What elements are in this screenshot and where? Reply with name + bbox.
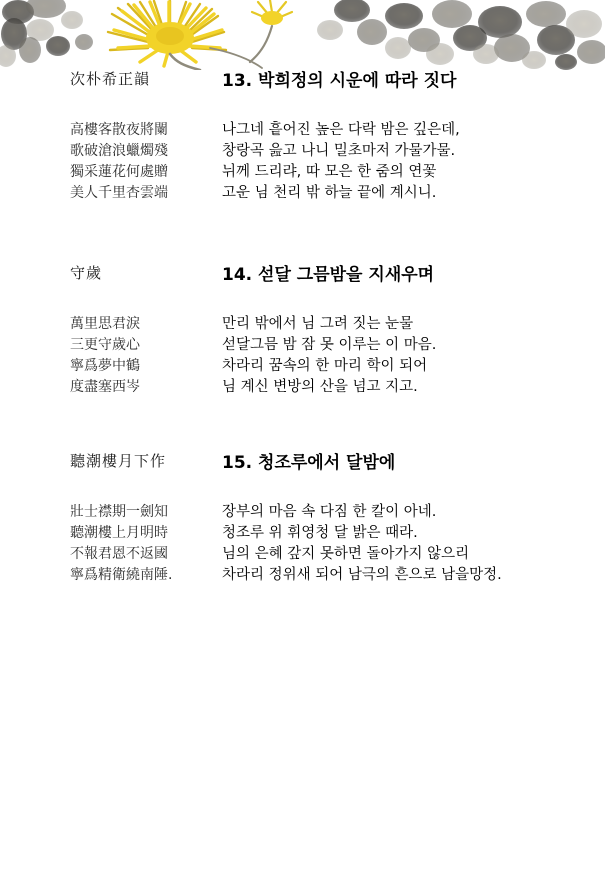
poem-15-hanja-line-2: 聽潮樓上月明時 — [70, 525, 168, 541]
poem-14-hanja-line-3: 寧爲夢中鶴 — [70, 358, 140, 374]
poem-15-hanja-body — [70, 502, 172, 586]
poem-13-korean-line-2: 창랑곡 읊고 나니 밀초마저 가물가물. — [222, 143, 456, 159]
poem-14-korean-line-3: 차라리 꿈속의 한 마리 학이 되어 — [222, 358, 428, 374]
poem-15-korean-line-1: 장부의 마음 속 다짐 한 칼이 아네. — [222, 504, 437, 520]
poem-14-korean-body — [222, 314, 436, 398]
poem-15-korean-line-2: 청조루 위 휘영청 달 밝은 때라. — [222, 525, 418, 541]
poem-13-korean-line-3: 뉘께 드리랴, 따 모은 한 줌의 연꽃 — [222, 164, 437, 180]
poem-15-hanja-line-4: 寧爲精衛繞南陲. — [70, 567, 173, 583]
poem-15-hanja-line-1: 壯士襟期一劍知 — [70, 504, 168, 520]
poem-14-korean-line-1: 만리 밖에서 님 그려 짓는 눈물 — [222, 316, 414, 332]
poem-13-hanja-line-3: 獨采蓮花何處贈 — [70, 164, 168, 180]
poem-13-korean-line-4: 고운 님 천리 밖 하늘 끝에 계시니. — [222, 185, 437, 201]
poem-15-korean-line-3: 님의 은혜 갚지 못하면 돌아가지 않으리 — [222, 546, 470, 562]
poem-13-korean-body — [222, 120, 460, 204]
poem-15-korean-body — [222, 502, 502, 586]
poem-13-hanja-line-2: 歌破滄浪蠟燭殘 — [70, 143, 168, 159]
poem-14-hanja-line-1: 萬里思君淚 — [70, 316, 140, 332]
poem-13-korean-line-1: 나그네 흩어진 높은 다락 밤은 깊은데, — [222, 122, 460, 138]
poem-14-hanja-line-4: 度盡塞西岑 — [70, 379, 140, 395]
poem-13-hanja-line-4: 美人千里杏雲端 — [70, 185, 168, 201]
poem-15-korean-title: 15. 청조루에서 달밤에 — [222, 453, 396, 473]
poem-14-hanja-line-2: 三更守歲心 — [70, 337, 140, 353]
poem-13-hanja-line-1: 高樓客散夜將闌 — [70, 122, 168, 138]
poem-14-korean-line-2: 섣달그믐 밤 잠 못 이루는 이 마음. — [222, 337, 437, 353]
poem-14-korean-title: 14. 섣달 그믐밤을 지새우며 — [222, 265, 435, 285]
poem-15-hanja-title: 聽潮樓月下作 — [70, 452, 167, 470]
poem-14-hanja-title: 守歲 — [70, 264, 103, 282]
poem-14-hanja-body — [70, 314, 140, 398]
poem-15-hanja-line-3: 不報君恩不返國 — [70, 546, 168, 562]
poem-13-hanja-title: 次朴希正韻 — [70, 70, 151, 88]
poem-15-korean-line-4: 차라리 정위새 되어 남극의 흔으로 남을망정. — [222, 567, 502, 583]
poem-14-korean-line-4: 님 계신 변방의 산을 넘고 지고. — [222, 379, 418, 395]
poem-13-korean-title: 13. 박희정의 시운에 따라 짓다 — [222, 71, 457, 91]
poem-13-hanja-body — [70, 120, 168, 204]
